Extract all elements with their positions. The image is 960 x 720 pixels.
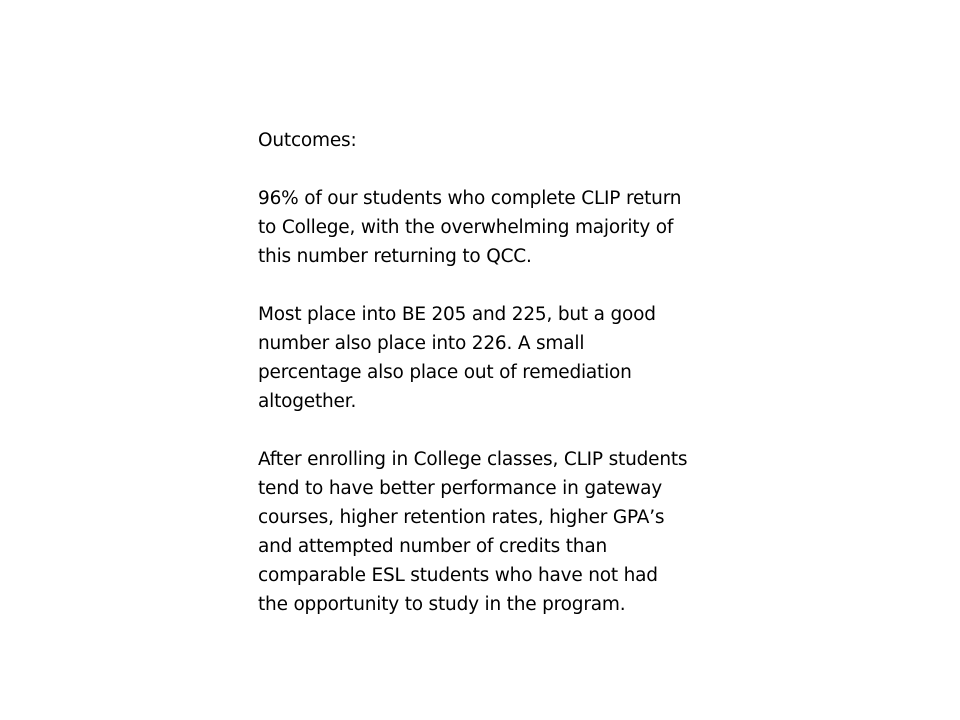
text-line: number also place into 226. A small — [258, 333, 585, 354]
paragraph-placement — [258, 300, 728, 416]
paragraph-gap — [258, 271, 728, 300]
text-line: comparable ESL students who have not had — [258, 565, 658, 586]
text-line: tend to have better performance in gateway — [258, 478, 663, 499]
paragraph-performance — [258, 445, 728, 619]
text-line: altogether. — [258, 391, 357, 412]
slide-text-body — [258, 126, 728, 619]
text-line: the opportunity to study in the program. — [258, 594, 626, 615]
text-line: 96% of our students who complete CLIP return — [258, 188, 682, 209]
text-line: percentage also place out of remediation — [258, 362, 632, 383]
text-line: this number returning to QCC. — [258, 246, 532, 267]
paragraph-gap — [258, 416, 728, 445]
text-line: Most place into BE 205 and 225, but a good — [258, 304, 656, 325]
text-line: After enrolling in College classes, CLIP students — [258, 449, 688, 470]
paragraph-return-rate — [258, 184, 728, 271]
text-line: courses, higher retention rates, higher GPA’s — [258, 507, 665, 528]
outcomes-heading: Outcomes: — [258, 130, 357, 151]
text-line: to College, with the overwhelming majority of — [258, 217, 674, 238]
paragraph-gap — [258, 155, 728, 184]
text-line: and attempted number of credits than — [258, 536, 607, 557]
